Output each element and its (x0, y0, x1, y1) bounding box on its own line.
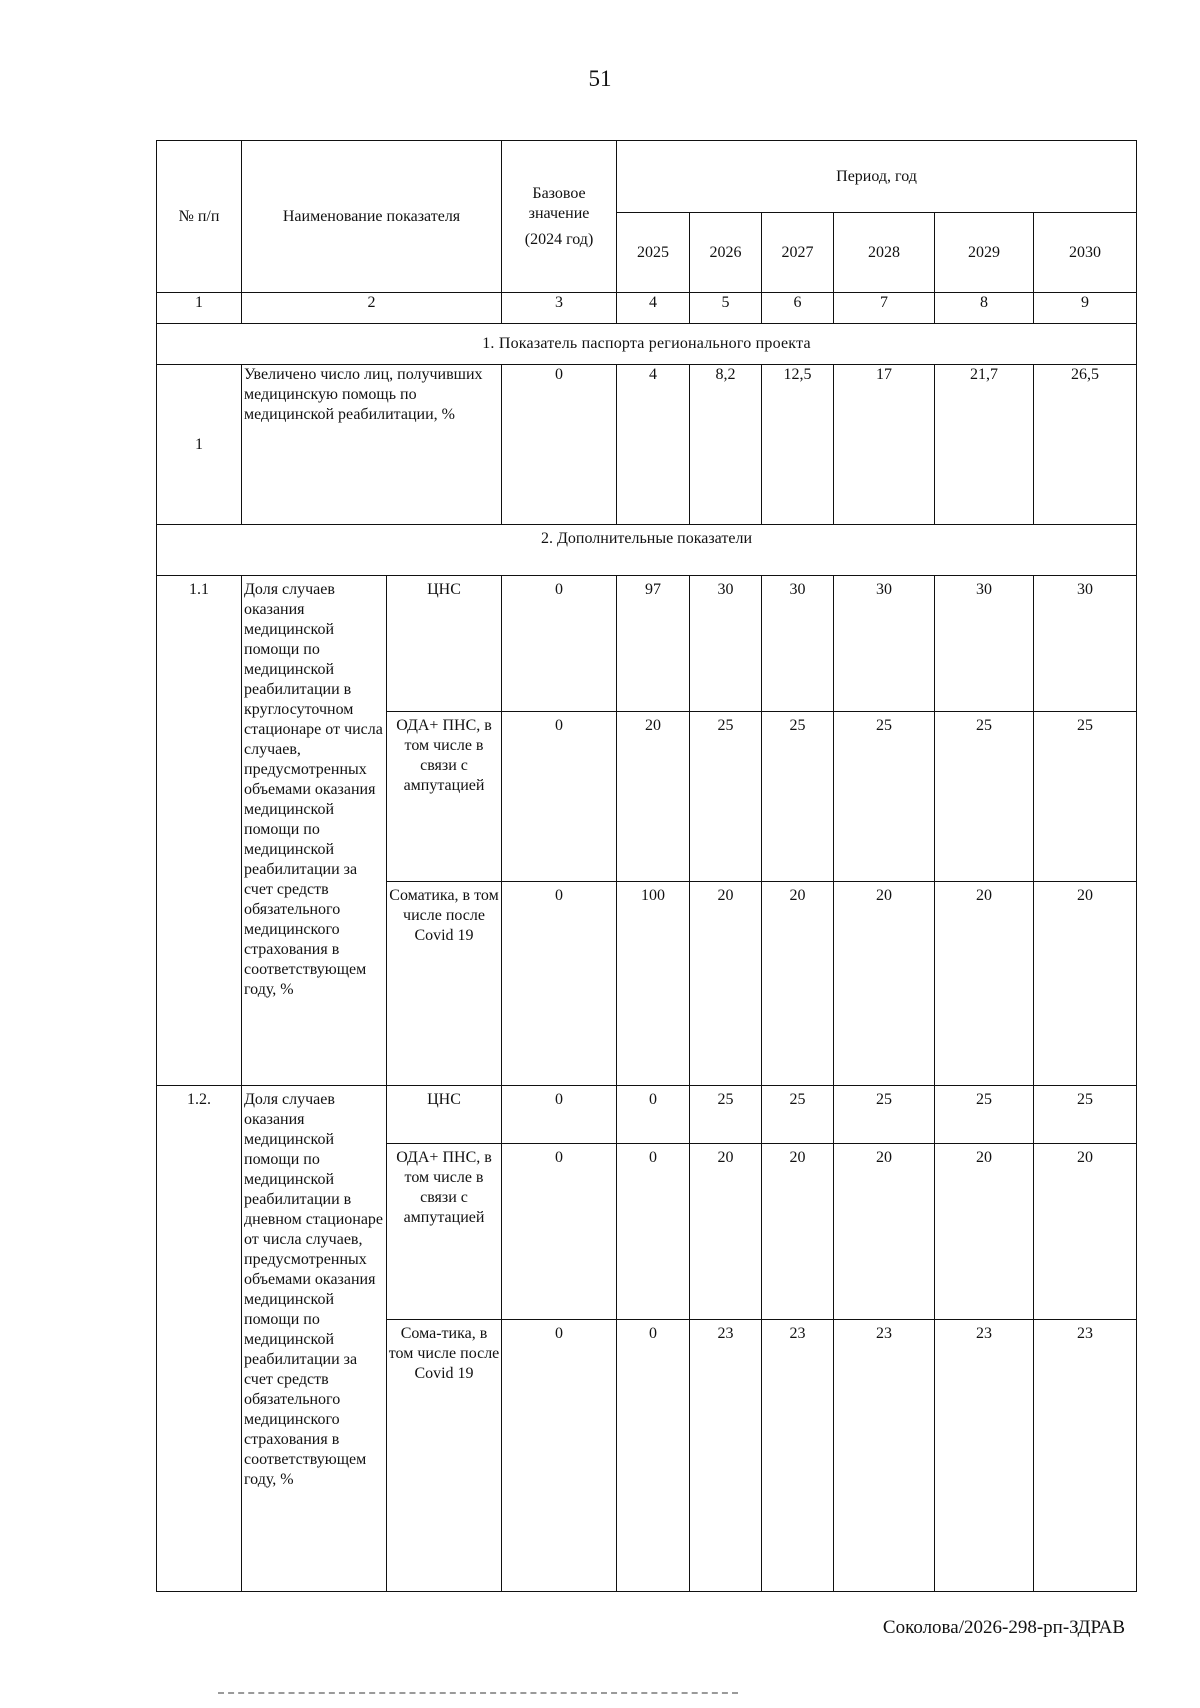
header-row (157, 141, 1137, 213)
subcategory: ЦНС (387, 576, 502, 712)
header-year: 2030 (1034, 213, 1137, 293)
header-period: Период, год (617, 141, 1137, 213)
base-value: 0 (502, 1320, 617, 1592)
header-base (502, 141, 617, 293)
base-value: 0 (502, 882, 617, 1086)
row-num: 1.1 (157, 576, 242, 1086)
year-value: 25 (834, 1086, 935, 1144)
base-value: 0 (502, 1144, 617, 1320)
col-number: 7 (834, 293, 935, 324)
year-value: 25 (762, 712, 834, 882)
base-value: 0 (502, 712, 617, 882)
base-value: 0 (502, 1086, 617, 1144)
header-num: № п/п (157, 141, 242, 293)
year-value: 30 (762, 576, 834, 712)
indicators-table (156, 140, 1137, 1592)
year-value: 20 (762, 1144, 834, 1320)
table-row (157, 365, 1137, 525)
year-value: 25 (762, 1086, 834, 1144)
col-number: 3 (502, 293, 617, 324)
year-value: 23 (762, 1320, 834, 1592)
header-year: 2027 (762, 213, 834, 293)
year-value: 8,2 (690, 365, 762, 525)
year-value: 25 (690, 712, 762, 882)
year-value: 30 (834, 576, 935, 712)
year-value: 20 (834, 1144, 935, 1320)
column-numbers-row (157, 293, 1137, 324)
col-number: 9 (1034, 293, 1137, 324)
year-value: 97 (617, 576, 690, 712)
year-value: 20 (1034, 882, 1137, 1086)
year-value: 20 (834, 882, 935, 1086)
base-value: 0 (502, 365, 617, 525)
row-num: 1 (157, 365, 242, 525)
year-value: 0 (617, 1144, 690, 1320)
year-value: 23 (935, 1320, 1034, 1592)
header-year: 2025 (617, 213, 690, 293)
page-number: 51 (588, 66, 612, 91)
col-number: 4 (617, 293, 690, 324)
subcategory: ОДА+ ПНС, в том числе в связи с ампутацией (387, 1144, 502, 1320)
year-value: 30 (690, 576, 762, 712)
year-value: 20 (617, 712, 690, 882)
col-number: 6 (762, 293, 834, 324)
year-value: 20 (690, 882, 762, 1086)
year-value: 25 (690, 1086, 762, 1144)
header-year: 2026 (690, 213, 762, 293)
section-title: 2. Дополнительные показатели (157, 525, 1137, 576)
header-year: 2029 (935, 213, 1034, 293)
year-value: 20 (690, 1144, 762, 1320)
indicator-name: Доля случаев оказания медицинской помощи по медицинской реабилитации в дневном стационаре от числа случаев, предусмотренных объемами оказания медицинской помощи по медицинской реабилитации за счет средств обязательного медицинского страхования в соответствующем году, % (242, 1086, 387, 1592)
year-value: 21,7 (935, 365, 1034, 525)
year-value: 20 (1034, 1144, 1137, 1320)
year-value: 25 (834, 712, 935, 882)
subcategory: Соматика, в том числе после Covid 19 (387, 882, 502, 1086)
year-value: 23 (834, 1320, 935, 1592)
section-row (157, 324, 1137, 365)
row-num: 1.2. (157, 1086, 242, 1592)
year-value: 25 (935, 1086, 1034, 1144)
year-value: 17 (834, 365, 935, 525)
year-value: 12,5 (762, 365, 834, 525)
year-value: 0 (617, 1086, 690, 1144)
col-number: 1 (157, 293, 242, 324)
year-value: 30 (935, 576, 1034, 712)
year-value: 0 (617, 1320, 690, 1592)
subcategory: ЦНС (387, 1086, 502, 1144)
bottom-divider (218, 1692, 738, 1694)
year-value: 25 (935, 712, 1034, 882)
year-value: 23 (690, 1320, 762, 1592)
col-number: 8 (935, 293, 1034, 324)
header-base-line1: Базовое (532, 184, 586, 202)
section-row (157, 525, 1137, 576)
subcategory: Сома-тика, в том числе после Covid 19 (387, 1320, 502, 1592)
subcategory: ОДА+ ПНС, в том числе в связи с ампутацией (387, 712, 502, 882)
col-number: 5 (690, 293, 762, 324)
year-value: 4 (617, 365, 690, 525)
table-row (157, 576, 1137, 712)
section-title: 1. Показатель паспорта регионального проекта (157, 324, 1137, 365)
year-value: 20 (935, 1144, 1034, 1320)
indicator-name: Доля случаев оказания медицинской помощи по медицинской реабилитации в круглосуточном стационаре от числа случаев, предусмотренных объемами оказания медицинской помощи по медицинской реабилитации за счет средств обязательного медицинского страхования в соответствующем году, % (242, 576, 387, 1086)
base-value: 0 (502, 576, 617, 712)
year-value: 26,5 (1034, 365, 1137, 525)
year-value: 20 (762, 882, 834, 1086)
year-value: 25 (1034, 712, 1137, 882)
year-value: 20 (935, 882, 1034, 1086)
header-name: Наименование показателя (242, 141, 502, 293)
document-reference: Соколова/2026-298-рп-ЗДРАВ (882, 1617, 1125, 1638)
header-base-line3: (2024 год) (524, 230, 594, 248)
year-value: 25 (1034, 1086, 1137, 1144)
header-base-line2: значение (528, 204, 590, 222)
header-year: 2028 (834, 213, 935, 293)
col-number: 2 (242, 293, 502, 324)
year-value: 100 (617, 882, 690, 1086)
table-row (157, 1086, 1137, 1144)
year-value: 23 (1034, 1320, 1137, 1592)
indicator-name: Увеличено число лиц, получивших медицинскую помощь по медицинской реабилитации, % (242, 365, 502, 525)
year-value: 30 (1034, 576, 1137, 712)
